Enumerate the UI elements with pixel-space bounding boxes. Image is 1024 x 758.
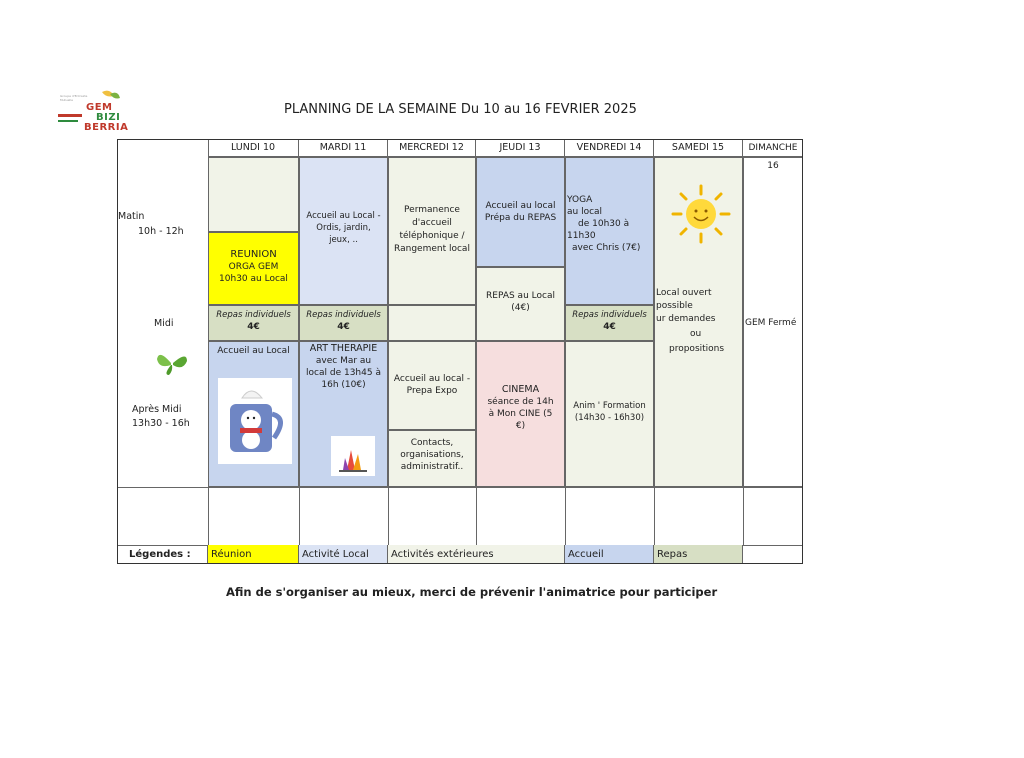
lundi-reunion-2: ORGA GEM [228,262,279,272]
mardi-matin-3: jeux, .. [329,235,358,245]
jeudi-repas-2: (4€) [511,303,530,313]
header-dimanche: DIMANCHE 16 [743,139,803,157]
header-vendredi: VENDREDI 14 [565,139,654,157]
time-apres-hours: 13h30 - 16h [132,418,190,429]
page-title: PLANNING DE LA SEMAINE Du 10 au 16 FEVRIER 2025 [284,102,637,117]
jeudi-aprem-3: à Mon CINE (5 [488,409,553,419]
vendredi-matin-1: YOGA [567,195,593,205]
lundi-repas-2: 4€ [247,322,260,332]
header-jeudi: JEUDI 13 [476,139,565,157]
mercredi-aprem2-1: Contacts, [410,438,454,448]
jeudi-repas-1: REPAS au Local [486,291,555,301]
legend-reunion: Réunion [208,545,299,564]
logo-line-3: BERRIA [84,122,129,133]
logo-line-2: BIZI [96,112,121,123]
lundi-reunion-1: REUNION [230,249,277,260]
mercredi-matin-4: Rangement local [394,244,470,254]
vendredi-aprem-1: Anim ' Formation [573,401,646,411]
logo-line-1: GEM [86,102,113,113]
samedi-5: propositions [669,344,725,354]
vendredi-repas-1: Repas individuels [572,310,647,320]
jeudi-aprem-4: €) [515,421,526,431]
mardi-aprem-2: avec Mar au [315,356,372,366]
mardi-aprem-3: local de 13h45 à [306,368,381,378]
time-matin: Matin [118,211,145,222]
mercredi-matin-2: d'accueil [412,218,452,228]
mercredi-matin-3: téléphonique / [399,231,465,241]
header-samedi: SAMEDI 15 [654,139,743,157]
vendredi-matin-2: au local [567,207,603,217]
vendredi-aprem-2: (14h30 - 16h30) [574,413,645,423]
logo-subtitle: Groupe d'Entraide Mutuelle [60,94,88,102]
header-lundi: LUNDI 10 [208,139,299,157]
mercredi-aprem2-3: administratif.. [400,462,464,472]
jeudi-aprem-1: CINEMA [501,384,540,395]
legend-repas: Repas [654,545,743,564]
mardi-aprem-4: 16h (10€) [321,380,366,390]
vendredi-matin-5: avec Chris (7€) [572,243,641,253]
samedi-3: ur demandes [656,314,716,324]
footer-note: Afin de s'organiser au mieux, merci de prévenir l'animatrice pour participer [226,585,718,599]
mardi-matin-2: Ordis, jardin, [316,223,371,233]
samedi-4: ou [690,329,702,339]
legend-local: Activité Local [299,545,388,564]
jeudi-matin-2: Prépa du REPAS [484,213,557,223]
samedi-1: Local ouvert [656,288,712,298]
mercredi-aprem-1: Accueil au local - [393,374,471,384]
lundi-repas-1: Repas individuels [216,310,291,320]
time-midi: Midi [154,318,174,329]
time-apres: Après Midi [132,404,182,415]
dimanche-text: GEM Fermé [745,318,797,328]
vendredi-matin-4: 11h30 [567,231,596,241]
legend-accueil: Accueil [565,545,654,564]
mercredi-matin-1: Permanence [404,205,460,215]
samedi-2: possible [656,301,693,311]
vendredi-repas-2: 4€ [603,322,616,332]
header-mercredi: MERCREDI 12 [388,139,476,157]
mardi-aprem-1: ART THERAPIE [309,343,378,354]
lundi-aprem-text: Accueil au Local [217,346,290,356]
mardi-repas-2: 4€ [337,322,350,332]
mercredi-aprem2-2: organisations, [400,450,464,460]
header-mardi: MARDI 11 [299,139,388,157]
time-matin-hours: 10h - 12h [138,226,184,237]
mardi-repas-1: Repas individuels [306,310,381,320]
vendredi-matin-3: de 10h30 à [578,219,630,229]
lundi-reunion-3: 10h30 au Local [219,274,288,284]
legend-label: Légendes : [117,545,208,564]
schedule-frame [117,139,803,564]
legend-exterieur: Activités extérieures [388,545,565,564]
jeudi-aprem-2: séance de 14h [487,397,554,407]
mardi-matin-1: Accueil au Local - [306,211,381,221]
jeudi-matin-1: Accueil au local [485,201,556,211]
gem-logo [56,88,129,134]
mercredi-aprem-2: Prepa Expo [406,386,458,396]
